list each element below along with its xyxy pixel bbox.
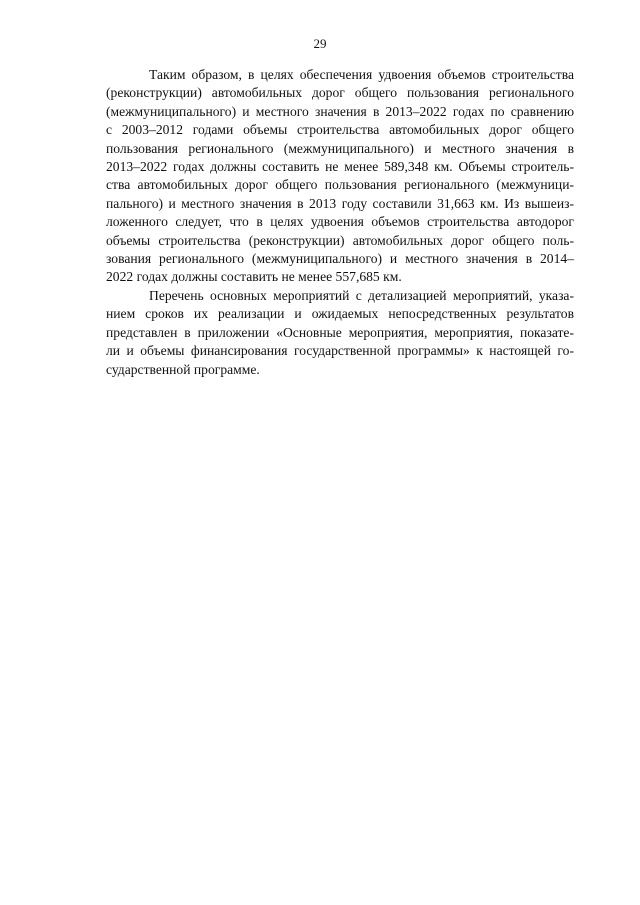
text-line: (реконструкции) автомобильных дорог общего пользования регионального: [106, 85, 574, 101]
text-line: ли и объемы финансирования государственной программы» к настоящей го-: [106, 343, 574, 359]
text-line: Таким образом, в целях обеспечения удвоения объемов строительства: [149, 67, 574, 82]
page-number: 29: [313, 36, 327, 51]
text-line: ложенного следует, что в целях удвоения объемов строительства автодорог: [106, 214, 574, 230]
text-line: с 2003–2012 годами объемы строительства автомобильных дорог общего: [106, 122, 574, 138]
document-body: [106, 66, 574, 379]
text-line: объемы строительства (реконструкции) автомобильных дорог общего поль-: [106, 232, 574, 248]
text-line: нием сроков их реализации и ожидаемых непосредственных результатов: [106, 306, 574, 322]
text-line: Перечень основных мероприятий с детализацией мероприятий, указа-: [149, 287, 574, 303]
text-line: 2022 годах должны составить не менее 557,685 км.: [106, 269, 402, 285]
text-line: (межмуниципального) и местного значения в 2013–2022 годах по сравнению: [106, 103, 574, 119]
paragraph-road-construction-volumes: [106, 66, 574, 287]
text-line: пального) и местного значения в 2013 году составили 31,663 км. Из вышеиз-: [106, 195, 574, 211]
text-line: пользования регионального (межмуниципального) и местного значения в: [106, 140, 574, 156]
text-line: сударственной программе.: [106, 361, 260, 377]
text-line: представлен в приложении «Основные мероприятия, мероприятия, показате-: [106, 324, 574, 340]
paragraph-activities-list: [106, 287, 574, 379]
text-line: зования регионального (межмуниципального) и местного значения в 2014–: [106, 251, 574, 267]
text-line: ства автомобильных дорог общего пользования регионального (межмуници-: [106, 177, 574, 193]
text-line: 2013–2022 годах должны составить не менее 589,348 км. Объемы строитель-: [106, 159, 574, 175]
